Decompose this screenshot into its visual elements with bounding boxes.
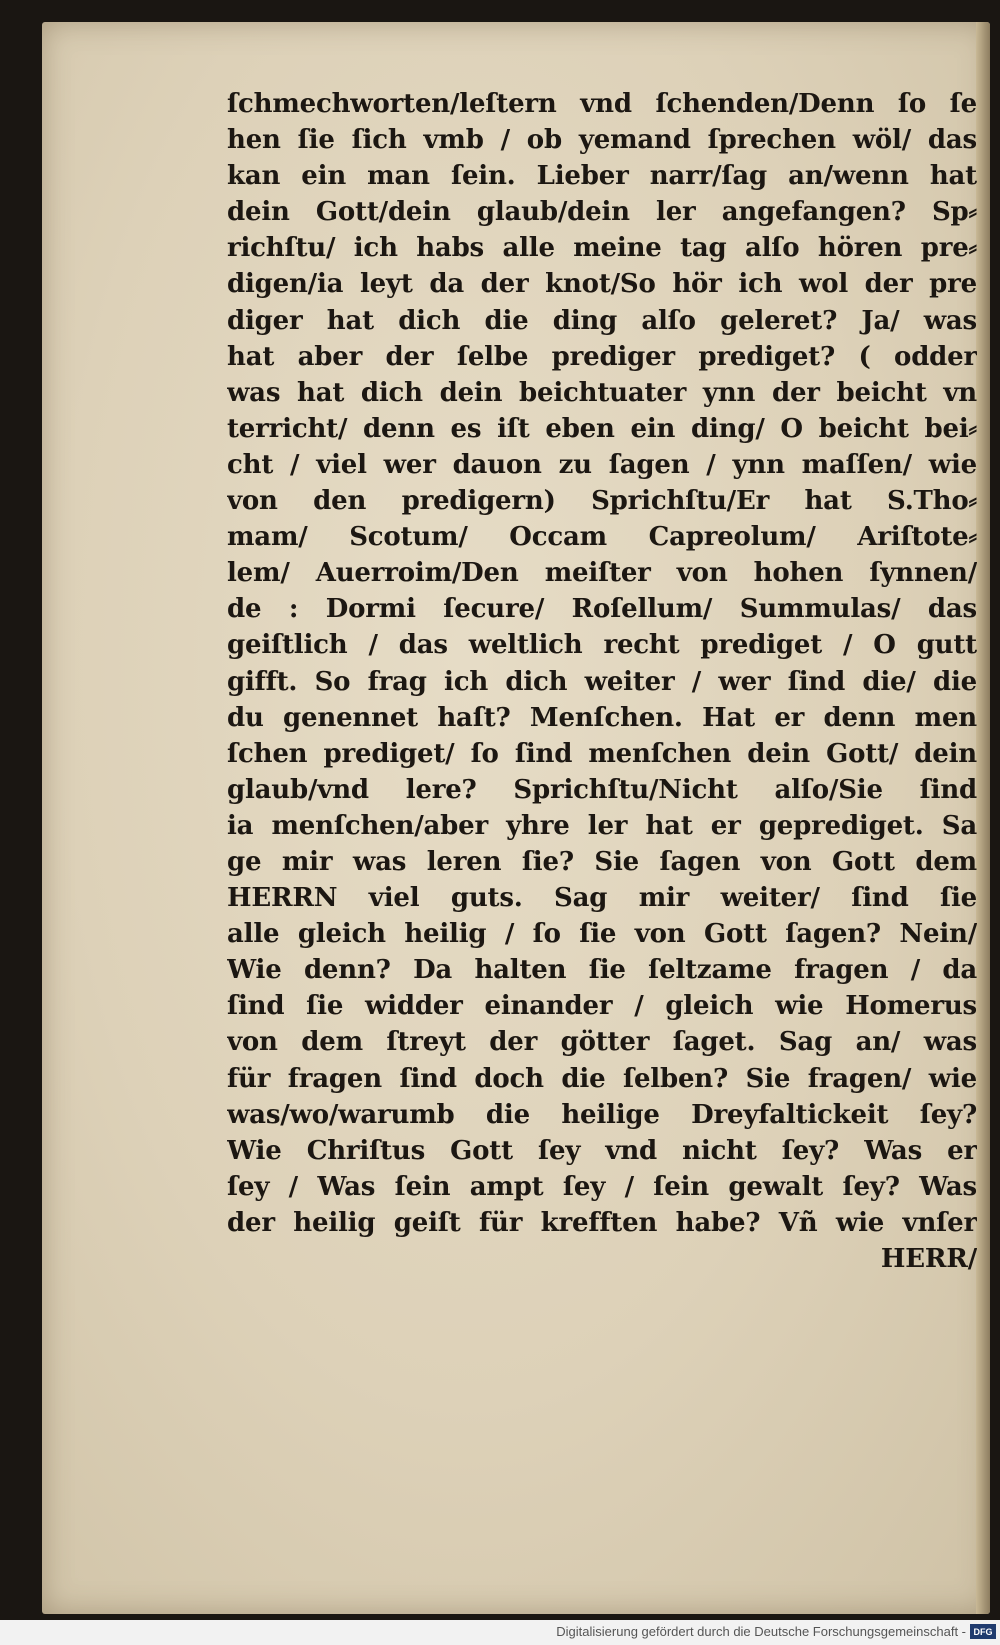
text-line: lem/ Auerroim/Den meiſter von hohen ſynnen/ [227, 558, 977, 589]
text-line: was hat dich dein beichtuater ynn der beicht vn [227, 377, 977, 408]
text-line: ia menſchen/aber yhre ler hat er geprediget. Sa [227, 810, 977, 841]
text-line: du genennet haſt? Menſchen. Hat er denn men [227, 702, 977, 733]
text-block [227, 86, 977, 1277]
text-line: hat aber der ſelbe prediger prediget? ( odder [227, 341, 977, 372]
text-line: de : Dormi ſecure/ Roſellum/ Summulas/ das [227, 594, 977, 625]
text-line: alle gleich heilig / ſo ſie von Gott ſagen? Nein/ [227, 919, 977, 950]
text-line: ge mir was leren ſie? Sie ſagen von Gott dem [227, 846, 977, 877]
text-line: geiſtlich / das weltlich recht prediget / O gutt [227, 630, 977, 661]
text-line: terricht/ denn es iſt eben ein ding/ O beicht bei⸗ [227, 413, 977, 444]
page-edge [976, 22, 990, 1614]
catchword: HERR/ [880, 1244, 977, 1274]
footer-bar [0, 1620, 1000, 1645]
text-line: Wie denn? Da halten ſie ſeltzame fragen / da [227, 955, 977, 986]
text-line: Wie Chriſtus Gott ſey vnd nicht ſey? Was er [227, 1135, 977, 1166]
text-line: ſey / Was ſein ampt ſey / ſein gewalt ſey? Was [227, 1171, 977, 1202]
text-line: hen ſie ſich vmb / ob yemand ſprechen wöl/ das [227, 125, 977, 156]
text-line: ſchmechworten/leſtern vnd ſchenden/Denn ſo ſe [227, 89, 977, 119]
text-line: richſtu/ ich habs alle meine tag alſo hören pre⸗ [227, 233, 977, 264]
text-line: von den predigern) Sprichſtu/Er hat S.Tho⸗ [227, 486, 977, 517]
text-line: für fragen ſind doch die ſelben? Sie fragen/ wie [227, 1063, 977, 1094]
text-line: der heilig geiſt für krefften habe? Vñ wie vnſer [227, 1207, 977, 1238]
funding-credit: Digitalisierung gefördert durch die Deutsche Forschungsgemeinschaft - [556, 1624, 966, 1639]
text-line: dein Gott/dein glaub/dein ler angefangen? Sp⸗ [227, 197, 977, 228]
book-page [42, 22, 990, 1614]
text-line: cht / viel wer dauon zu ſagen / ynn maſſen/ wie [227, 449, 977, 480]
text-line: diger hat dich die ding alſo geleret? Ja/ was [227, 305, 977, 336]
text-line: mam/ Scotum/ Occam Capreolum/ Ariſtote⸗ [227, 522, 977, 553]
text-line: was/wo/warumb die heilige Dreyfaltickeit ſey? [227, 1099, 977, 1130]
text-line: gifft. So frag ich dich weiter / wer ſind die/ die [227, 666, 977, 697]
text-line: ſchen prediget/ ſo ſind menſchen dein Gott/ dein [227, 738, 977, 769]
dfg-logo-icon: DFG [970, 1624, 996, 1639]
text-line: ſind ſie widder einander / gleich wie Homerus [227, 991, 977, 1022]
text-line: glaub/vnd lere? Sprichſtu/Nicht alſo/Sie ſind [227, 774, 977, 805]
text-line: kan ein man ſein. Lieber narr/ſag an/wenn hat [227, 161, 977, 192]
text-line: von dem ſtreyt der götter ſaget. Sag an/ was [227, 1027, 977, 1058]
text-line: HERRN viel guts. Sag mir weiter/ ſind ſie [227, 883, 977, 914]
text-line: digen/ia leyt da der knot/So hör ich wol der pre [227, 269, 977, 300]
